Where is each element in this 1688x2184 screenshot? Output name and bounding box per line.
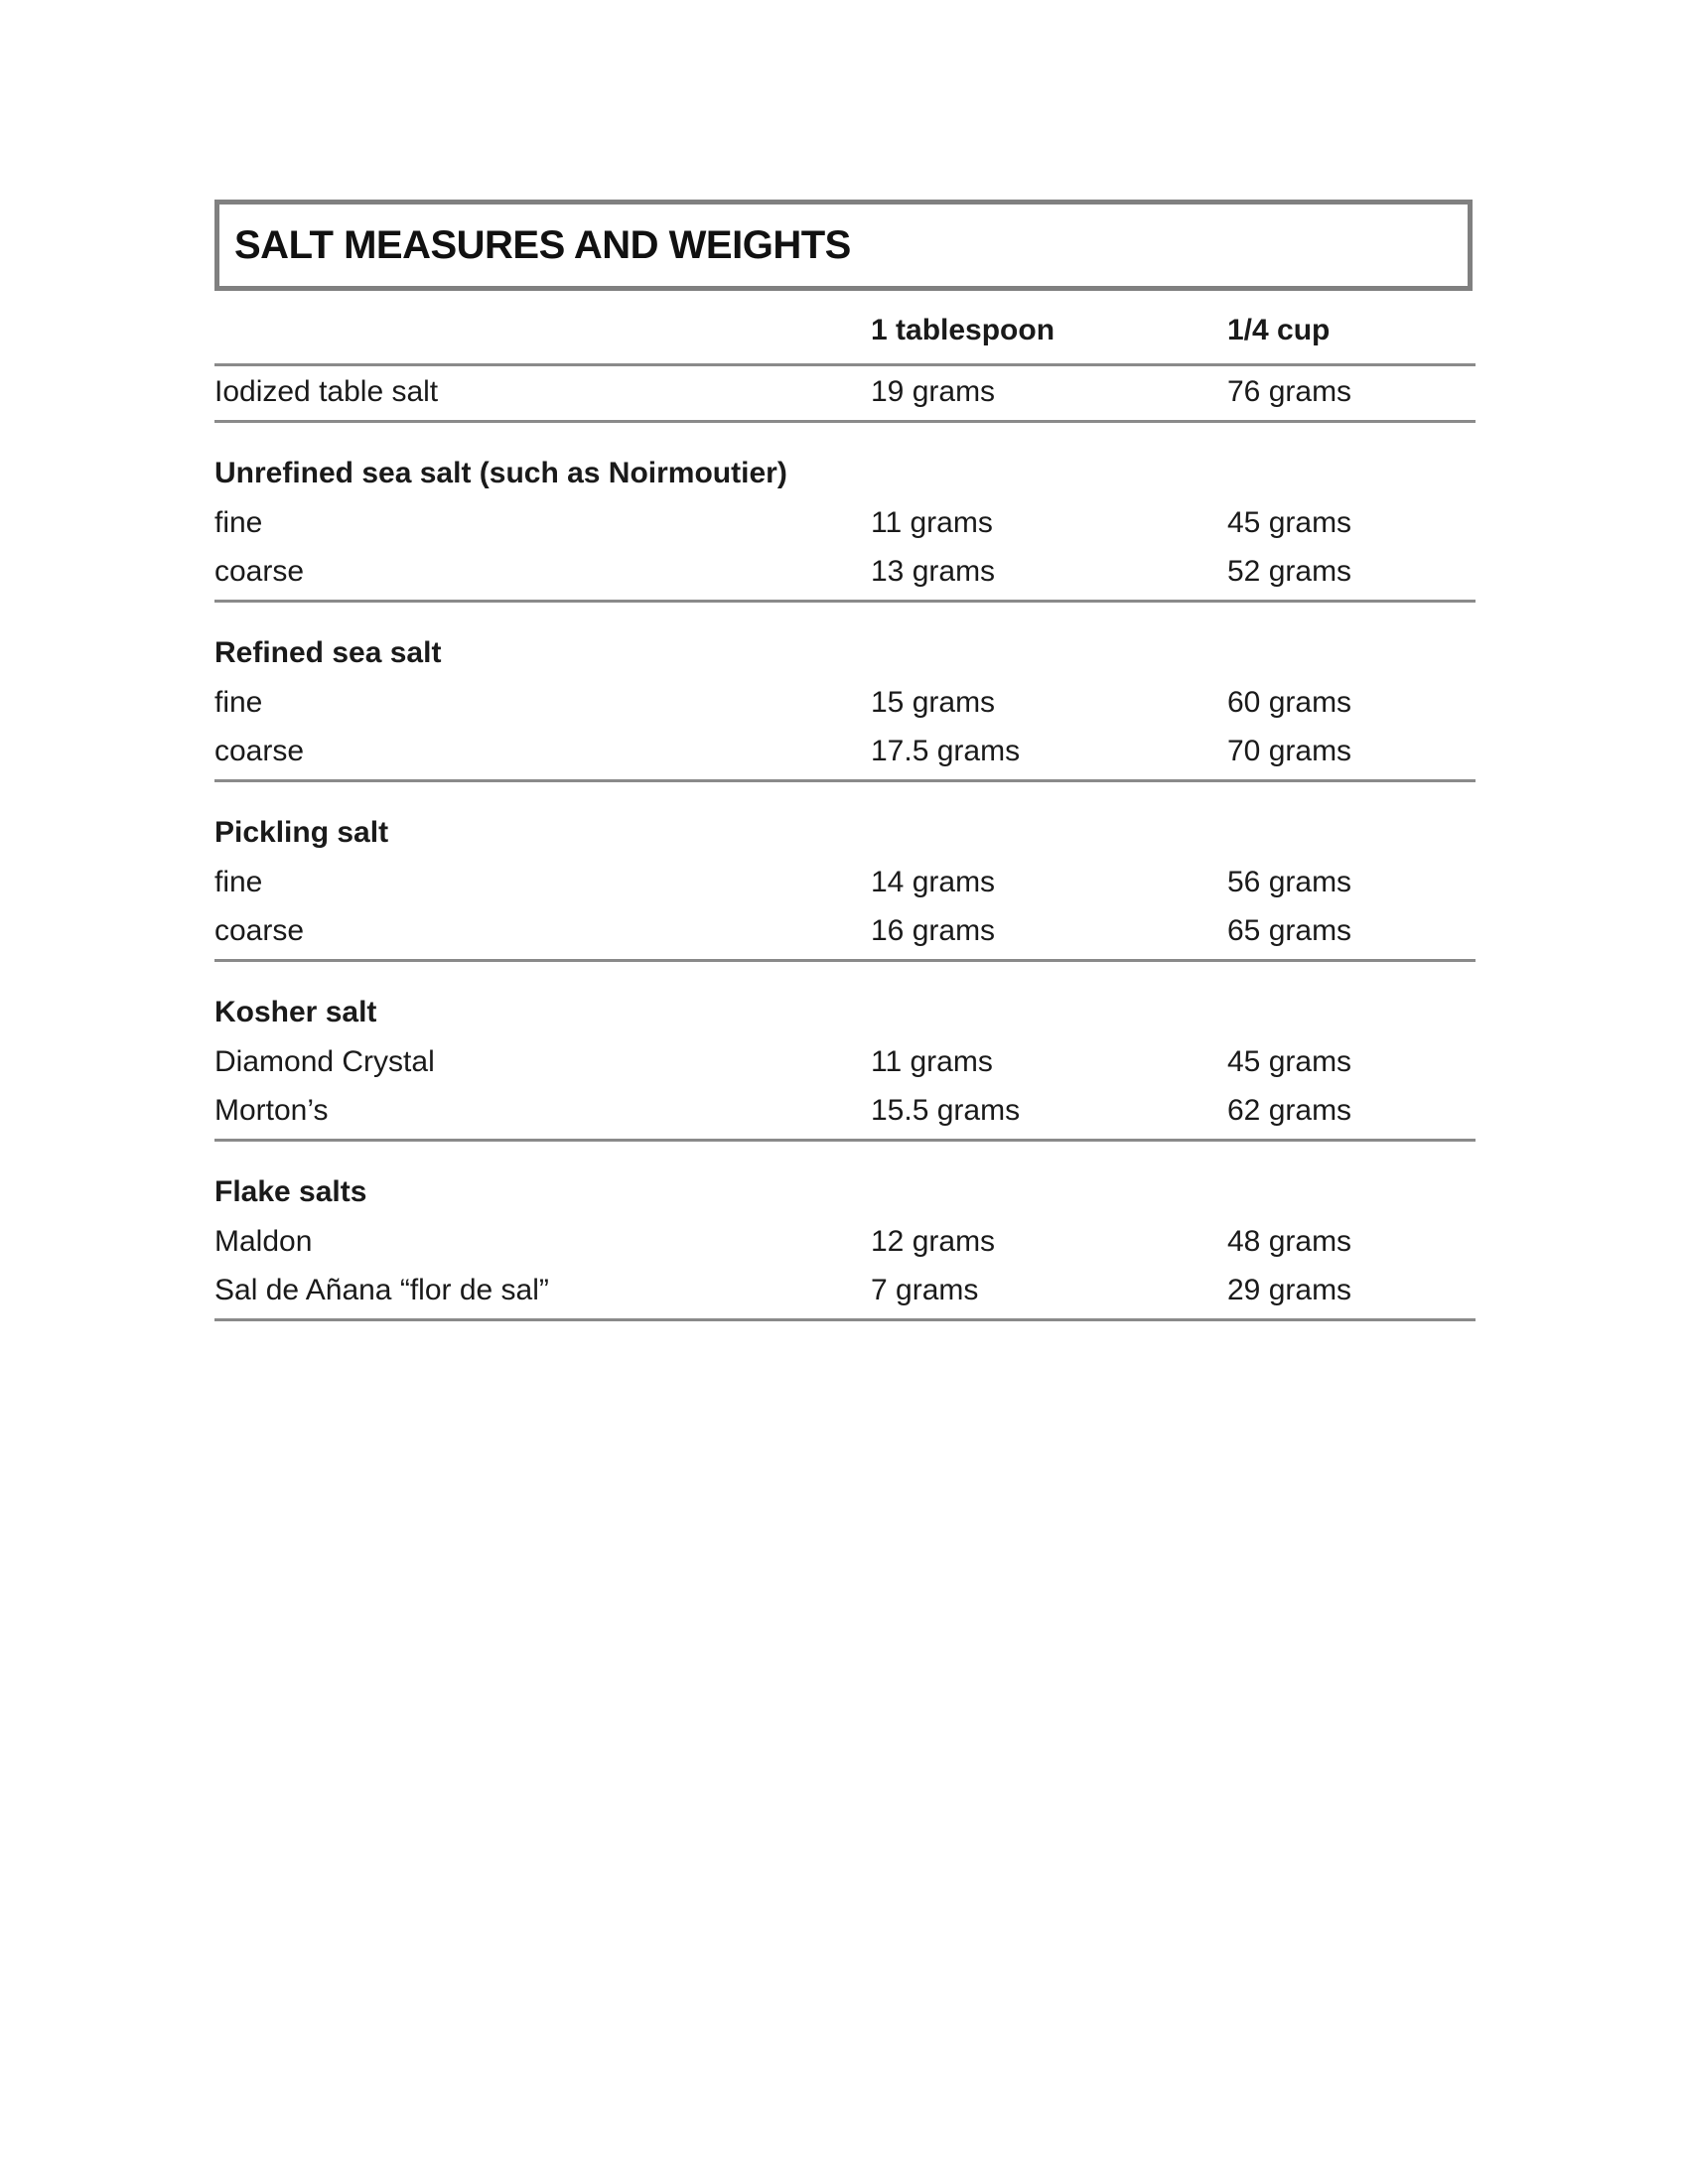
table-row [214,1217,1476,1266]
section-pickling-salt [214,782,1476,962]
row-quarter-cup: 65 grams [1227,914,1352,947]
table-row [214,1266,1476,1314]
row-label: fine [214,686,263,719]
row-label: coarse [214,555,305,588]
row-quarter-cup: 56 grams [1227,866,1352,898]
row-tablespoon: 7 grams [871,1274,979,1306]
table-row [214,727,1476,775]
row-quarter-cup: 70 grams [1227,735,1352,767]
row-label: Sal de Añana “flor de sal” [214,1274,549,1306]
row-quarter-cup: 60 grams [1227,686,1352,719]
section-refined-sea-salt [214,603,1476,782]
row-tablespoon: 11 grams [871,1045,993,1078]
row-tablespoon: 15.5 grams [871,1094,1021,1127]
row-quarter-cup: 62 grams [1227,1094,1352,1127]
section-title-text: Unrefined sea salt (such as Noirmoutier) [214,457,787,489]
row-label: fine [214,866,263,898]
section-title [214,1167,1476,1217]
header-tablespoon: 1 tablespoon [871,314,1055,346]
row-tablespoon: 15 grams [871,686,996,719]
row-label: Iodized table salt [214,375,439,408]
row-tablespoon: 12 grams [871,1225,996,1258]
table-row [214,1086,1476,1135]
row-label: coarse [214,735,305,767]
row-tablespoon: 17.5 grams [871,735,1021,767]
section-title [214,449,1476,498]
row-label: Morton’s [214,1094,329,1127]
row-label: Diamond Crystal [214,1045,435,1078]
row-tablespoon: 11 grams [871,506,993,539]
header-quarter-cup: 1/4 cup [1227,314,1331,346]
section-flake-salts [214,1142,1476,1321]
section-unrefined-sea-salt [214,423,1476,603]
row-tablespoon: 16 grams [871,914,996,947]
section-title [214,808,1476,858]
table-row [214,366,1476,420]
section-title [214,988,1476,1037]
row-tablespoon: 14 grams [871,866,996,898]
row-quarter-cup: 45 grams [1227,506,1352,539]
row-label: Maldon [214,1225,313,1258]
row-tablespoon: 19 grams [871,375,996,408]
table-row [214,678,1476,727]
row-quarter-cup: 29 grams [1227,1274,1352,1306]
section-title-text: Flake salts [214,1175,367,1208]
table-row [214,1037,1476,1086]
row-tablespoon: 13 grams [871,555,996,588]
table-row [214,858,1476,906]
row-quarter-cup: 52 grams [1227,555,1352,588]
table-row [214,498,1476,547]
row-quarter-cup: 76 grams [1227,375,1352,408]
row-label: coarse [214,914,305,947]
row-label: fine [214,506,263,539]
section-title-text: Kosher salt [214,996,377,1028]
row-quarter-cup: 48 grams [1227,1225,1352,1258]
section-title-text: Pickling salt [214,816,389,849]
section-title-text: Refined sea salt [214,636,442,669]
row-quarter-cup: 45 grams [1227,1045,1352,1078]
page-title: SALT MEASURES AND WEIGHTS [234,222,851,267]
section-title [214,628,1476,678]
divider [214,1318,1476,1321]
title-box [214,200,1473,291]
table-header-row [214,291,1476,363]
table-row [214,547,1476,596]
table-row [214,906,1476,955]
salt-table [214,291,1476,1321]
section-kosher-salt [214,962,1476,1142]
